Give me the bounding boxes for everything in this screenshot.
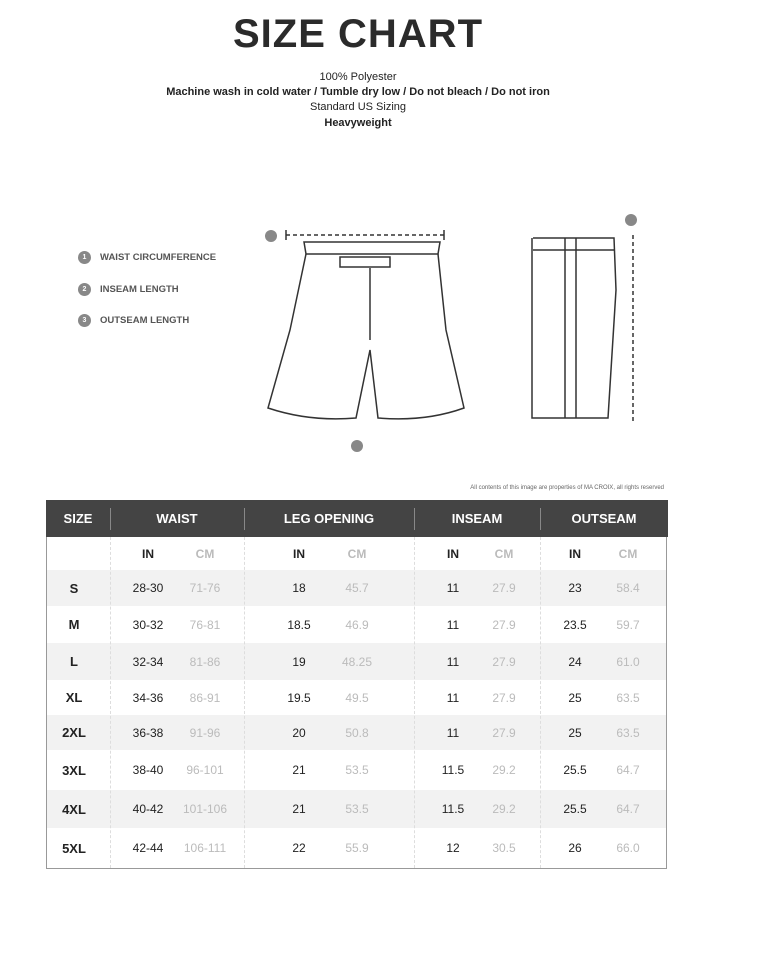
unit-in: IN (293, 546, 305, 561)
cell-waist-in: 34-36 (132, 690, 164, 705)
cell-leg-cm: 46.9 (345, 617, 369, 632)
size-table (46, 500, 667, 869)
table-row (47, 643, 666, 680)
table-row (47, 680, 666, 715)
unit-cm: CM (347, 546, 367, 561)
units-row (47, 537, 666, 570)
cell-inseam-in: 11.5 (441, 802, 465, 816)
cell-outseam-in: 25.5 (563, 802, 587, 816)
cell-outseam-in: 23.5 (563, 617, 587, 632)
cell-outseam-in: 26 (568, 841, 582, 855)
cell-outseam-in: 25 (568, 690, 582, 705)
cell-waist-cm: 101-106 (182, 802, 228, 816)
cell-leg-in: 18 (292, 581, 306, 595)
cell-leg-in: 20 (292, 725, 306, 740)
care-text: Machine wash in cold water / Tumble dry low / Do not bleach / Do not iron (166, 86, 550, 98)
cell-inseam-cm: 27.9 (492, 690, 516, 705)
sizing-text: Standard US Sizing (310, 101, 406, 113)
cell-inseam-in: 12 (446, 841, 460, 855)
cell-inseam-in: 11 (446, 654, 460, 669)
cell-waist-cm: 96-101 (186, 763, 224, 777)
cell-leg-cm: 45.7 (345, 581, 369, 595)
table-row (47, 570, 666, 606)
table-row (47, 828, 666, 868)
legend-waist (78, 251, 216, 264)
legend-label: OUTSEAM LENGTH (100, 315, 190, 326)
copyright-text: All contents of this image are properties of MA CROIX, all rights reserved (470, 485, 664, 491)
cell-leg-cm: 50.8 (345, 725, 369, 740)
cell-leg-cm: 53.5 (345, 802, 369, 816)
legend-outseam (78, 314, 189, 327)
cell-outseam-in: 23 (568, 581, 582, 595)
cell-inseam-cm: 29.2 (492, 763, 516, 777)
cell-leg-in: 19 (292, 654, 306, 669)
cell-waist-in: 42-44 (132, 841, 164, 855)
cell-inseam-in: 11 (446, 690, 460, 705)
cell-leg-in: 21 (292, 763, 306, 777)
cell-waist-cm: 86-91 (189, 690, 221, 705)
cell-leg-cm: 53.5 (345, 763, 369, 777)
cell-waist-in: 32-34 (132, 654, 164, 669)
cell-inseam-cm: 27.9 (492, 725, 516, 740)
cell-waist-in: 38-40 (132, 763, 164, 777)
cell-inseam-cm: 27.9 (492, 581, 516, 595)
cell-leg-in: 18.5 (287, 617, 311, 632)
cell-size: M (68, 617, 80, 632)
shorts-diagram (260, 210, 650, 460)
cell-size: XL (65, 690, 83, 705)
cell-waist-in: 36-38 (132, 725, 164, 740)
cell-waist-cm: 76-81 (189, 617, 221, 632)
cell-inseam-in: 11 (446, 617, 460, 632)
cell-size: L (70, 654, 78, 669)
cell-waist-in: 40-42 (132, 802, 164, 816)
unit-in: IN (142, 546, 154, 561)
page-title: SIZE CHART (233, 12, 483, 56)
cell-outseam-cm: 64.7 (616, 763, 640, 777)
cell-size: 2XL (62, 725, 86, 740)
header-waist: WAIST (110, 500, 244, 537)
cell-inseam-in: 11.5 (441, 763, 465, 777)
cell-waist-cm: 91-96 (189, 725, 221, 740)
cell-waist-cm: 106-111 (183, 841, 227, 855)
table-row (47, 715, 666, 750)
cell-size: 5XL (62, 840, 86, 856)
unit-cm: CM (494, 546, 514, 561)
cell-inseam-cm: 27.9 (492, 654, 516, 669)
cell-leg-cm: 48.25 (341, 654, 373, 669)
unit-cm: CM (618, 546, 638, 561)
table-row (47, 790, 666, 828)
legend-inseam (78, 283, 179, 296)
cell-waist-cm: 71-76 (189, 581, 221, 595)
cell-size: 4XL (62, 801, 86, 817)
cell-waist-in: 30-32 (132, 617, 164, 632)
header-size: SIZE (46, 500, 110, 537)
cell-leg-cm: 55.9 (345, 841, 369, 855)
cell-leg-in: 22 (292, 841, 306, 855)
cell-outseam-in: 25.5 (563, 763, 587, 777)
material-text: 100% Polyester (319, 71, 397, 83)
cell-size: S (69, 580, 79, 596)
unit-in: IN (569, 546, 581, 561)
cell-outseam-cm: 61.0 (616, 654, 640, 669)
cell-inseam-in: 11 (446, 581, 460, 595)
badge-1: 1 (78, 251, 91, 264)
cell-inseam-in: 11 (446, 725, 460, 740)
weight-text: Heavyweight (324, 117, 392, 129)
cell-outseam-cm: 64.7 (616, 802, 640, 816)
unit-in: IN (447, 546, 459, 561)
cell-outseam-in: 25 (568, 725, 582, 740)
table-row (47, 606, 666, 643)
table-row (47, 750, 666, 790)
legend-label: INSEAM LENGTH (100, 284, 179, 295)
cell-inseam-cm: 29.2 (492, 802, 516, 816)
cell-outseam-cm: 63.5 (616, 690, 640, 705)
cell-size: 3XL (62, 762, 86, 778)
header-outseam: OUTSEAM (540, 500, 668, 537)
cell-outseam-cm: 63.5 (616, 725, 640, 740)
cell-outseam-cm: 58.4 (616, 581, 640, 595)
cell-inseam-cm: 27.9 (492, 617, 516, 632)
cell-outseam-in: 24 (568, 654, 582, 669)
header-leg-opening: LEG OPENING (244, 500, 414, 537)
legend-label: WAIST CIRCUMFERENCE (100, 252, 217, 263)
cell-outseam-cm: 59.7 (616, 617, 640, 632)
header-inseam: INSEAM (414, 500, 540, 537)
cell-leg-in: 19.5 (287, 690, 311, 705)
cell-waist-in: 28-30 (132, 581, 164, 595)
cell-leg-cm: 49.5 (345, 690, 369, 705)
badge-2: 2 (78, 283, 91, 296)
cell-waist-cm: 81-86 (189, 654, 221, 669)
unit-cm: CM (195, 546, 215, 561)
badge-3: 3 (78, 314, 91, 327)
cell-inseam-cm: 30.5 (492, 841, 516, 855)
cell-outseam-cm: 66.0 (616, 841, 640, 855)
cell-leg-in: 21 (292, 802, 306, 816)
